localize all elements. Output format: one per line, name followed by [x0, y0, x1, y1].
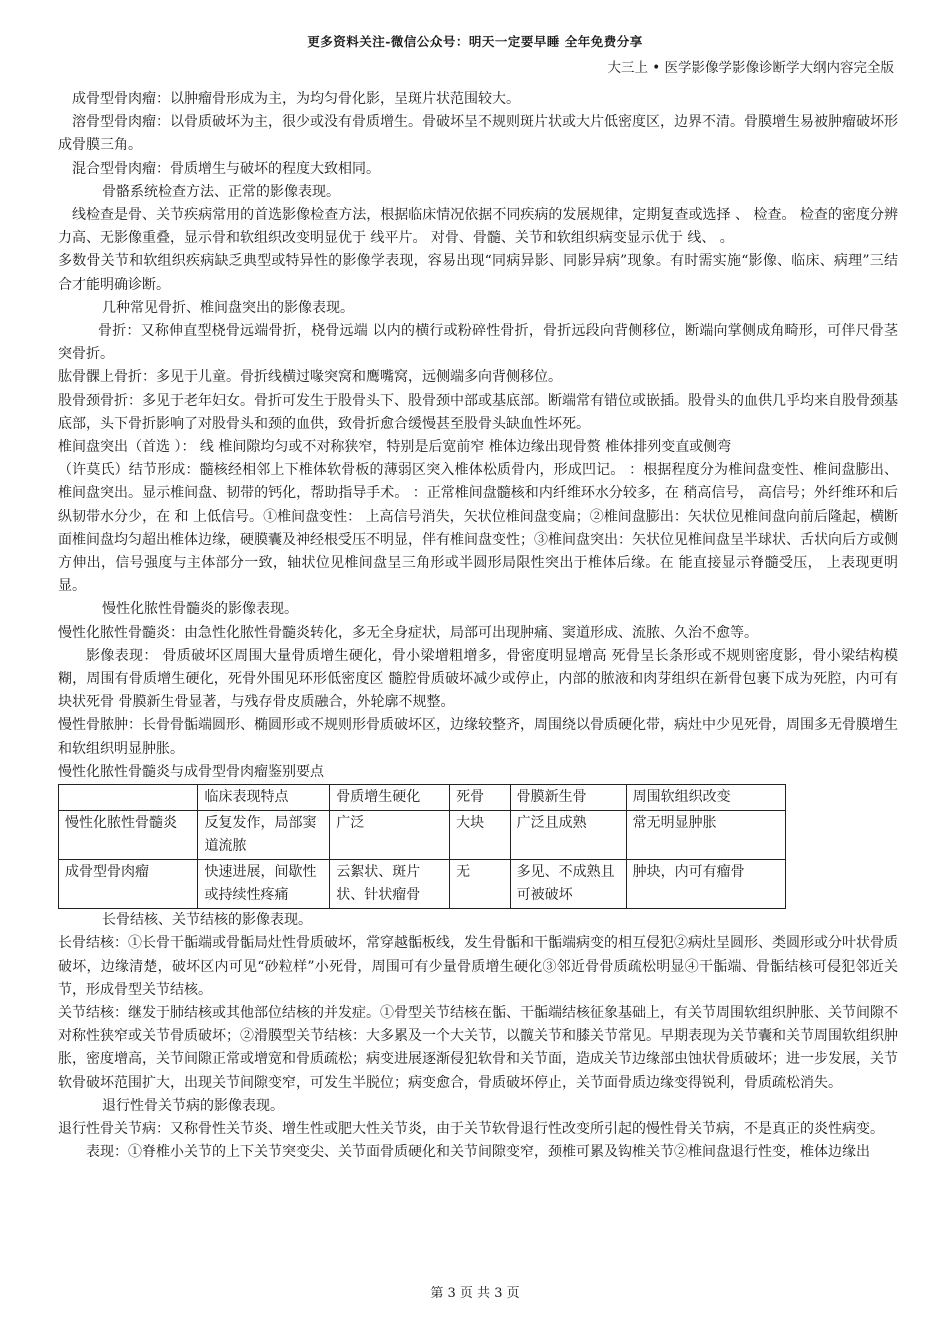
paragraph: 慢性化脓性骨髓炎：由急性化脓性骨髓炎转化，多无全身症状，局部可出现肿痛、窦道形成、流脓、久治不愈等。 [58, 624, 758, 641]
paragraph: 表现：①脊椎小关节的上下关节突变尖、关节面骨质硬化和关节间隙变窄，颈椎可累及钩椎关节②椎间盘退行性变，椎体边缘出 [86, 1144, 870, 1161]
table-header-cell [59, 785, 198, 811]
section-heading: 几种常见骨折、椎间盘突出的影像表现。 [102, 299, 354, 316]
table-header-row [59, 785, 786, 811]
table-header-cell: 周围软组织改变 [626, 785, 785, 811]
paragraph: 肱骨髁上骨折：多见于儿童。骨折线横过喙突窝和鹰嘴窝，远侧端多向背侧移位。 [58, 369, 562, 386]
table-cell: 多见、不成熟且可被破坏 [510, 860, 626, 909]
paragraph: 退行性骨关节病：又称骨性关节炎、增生性或肥大性关节炎，由于关节软骨退行性改变所引起的慢性骨关节病，不是真正的炎性病变。 [58, 1120, 884, 1137]
paragraph: 慢性骨脓肿：长骨骨骺端圆形、椭圆形或不规则形骨质破坏区，边缘较整齐，周围绕以骨质硬化带，病灶中少见死骨，周围多无骨膜增生和软组织明显肿胀。 [58, 717, 898, 757]
paragraph: 成骨型骨肉瘤：以肿瘤骨形成为主，为均匀骨化影，呈斑片状范围较大。 [72, 91, 520, 107]
section-heading: 退行性骨关节病的影像表现。 [102, 1097, 284, 1114]
paragraph: 椎间盘突出（首选 ）： 线 椎间隙均匀或不对称狭窄，特别是后宽前窄 椎体边缘出现骨赘 椎体排列变直或侧弯 [58, 439, 732, 456]
table-cell: 广泛且成熟 [510, 811, 626, 860]
table-cell: 大块 [450, 811, 511, 860]
document-body [58, 88, 898, 1164]
page-number: 第 3 页 共 3 页 [430, 1286, 520, 1301]
table-header-cell: 骨膜新生骨 [510, 785, 626, 811]
paragraph: 溶骨型骨肉瘤：以骨质破坏为主，很少或没有骨质增生。骨破坏呈不规则斑片状或大片低密度区，边界不清。骨膜增生易被肿瘤破坏形成骨膜三角。 [58, 114, 898, 154]
paragraph: 股骨颈骨折：多见于老年妇女。骨折可发生于股骨头下、股骨颈中部或基底部。断端常有错位或嵌插。股骨头的血供几乎均来自股骨颈基底部，头下骨折影响了对股骨头和颈的血供，致骨折愈合缓慢甚至股骨头缺血性坏死。 [58, 392, 898, 432]
table-cell: 广泛 [330, 811, 450, 860]
table-cell: 成骨型骨肉瘤 [59, 860, 198, 909]
paragraph: 影像表现： 骨质破坏区周围大量骨质增生硬化，骨小梁增粗增多，骨密度明显增高 死骨呈长条形或不规则密度影，骨小梁结构模糊，周围有骨质增生硬化，死骨外围见环形低密度区 髓腔骨质破坏减少或停止，内部的脓液和肉芽组织在新骨包裹下成为死腔，内可有块状死骨 骨膜新生骨显著，与残存骨皮质融合，外轮廓不规整。 [58, 647, 898, 711]
promo-banner: 更多资料关注-微信公众号：明天一定要早睡 全年免费分享 [307, 34, 643, 49]
table-cell: 常无明显肿胀 [626, 811, 785, 860]
paragraph: 骨折：又称伸直型桡骨远端骨折，桡骨远端 以内的横行或粉碎性骨折，骨折远段向背侧移位，断端向掌侧成角畸形，可伴尺骨茎突骨折。 [58, 323, 898, 363]
section-heading: 慢性化脓性骨髓炎的影像表现。 [102, 601, 298, 618]
paragraph: 关节结核：继发于肺结核或其他部位结核的并发症。①骨型关节结核在骺、干骺端结核征象基础上，有关节周围软组织肿胀、关节间隙不对称性狭窄或关节骨质破坏；②滑膜型关节结核：大多累及一个大关节，以髋关节和膝关节常见。早期表现为关节囊和关节周围软组织肿胀，密度增高，关节间隙正常或增宽和骨质疏松；病变进展逐渐侵犯软骨和关节面，造成关节边缘部虫蚀状骨质破坏；进一步发展，关节软骨破坏范围扩大，出现关节间隙变窄，可发生半脱位；病变愈合，骨质破坏停止，关节面骨质边缘变得锐利，骨质疏松消失。 [58, 1004, 898, 1091]
table-header-cell: 死骨 [450, 785, 511, 811]
table-cell: 反复发作，局部窦道流脓 [198, 811, 330, 860]
table-cell: 肿块，内可有瘤骨 [626, 860, 785, 909]
table-header-cell: 骨质增生硬化 [330, 785, 450, 811]
table-cell: 快速进展，间歇性或持续性疼痛 [198, 860, 330, 909]
table-cell: 云絮状、斑片状、针状瘤骨 [330, 860, 450, 909]
paragraph: 多数骨关节和软组织疾病缺乏典型或特异性的影像学表现，容易出现“同病异影、同影异病”现象。有时需实施“影像、临床、病理”三结合才能明确诊断。 [58, 253, 898, 293]
table-cell: 无 [450, 860, 511, 909]
table-cell: 慢性化脓性骨髓炎 [59, 811, 198, 860]
document-title: 大三上 • 医学影像学影像诊断学大纲内容完全版 [607, 60, 894, 76]
paragraph: （许莫氏）结节形成：髓核经相邻上下椎体软骨板的薄弱区突入椎体松质骨内，形成凹记。 ：根据程度分为椎间盘变性、椎间盘膨出、椎间盘突出。显示椎间盘、韧带的钙化，帮助指导手术。 ：正常椎间盘髓核和内纤维环水分较多，在 稍高信号， 高信号；外纤维环和后纵韧带水分少，在 和 上低信号。①椎间盘变性： 上高信号消失，矢状位椎间盘变扁；②椎间盘膨出：矢状位见椎间盘向前后隆起，横断面椎间盘均匀超出椎体边缘，硬膜囊及神经根受压不明显，伴有椎间盘变性；③椎间盘突出：矢状位见椎间盘呈半球状、舌状向后方或侧方伸出，信号强度与主体部分一致，轴状位见椎间盘呈三角形或半圆形局限性突出于椎体后缘。在 能直接显示脊髓受压， 上表现更明显。 [58, 462, 898, 595]
table-header-cell: 临床表现特点 [198, 785, 330, 811]
section-heading: 骨骼系统检查方法、正常的影像表现。 [102, 183, 340, 200]
paragraph: 混合型骨肉瘤：骨质增生与破坏的程度大致相同。 [72, 160, 380, 177]
table-caption: 慢性化脓性骨髓炎与成骨型骨肉瘤鉴别要点 [58, 763, 324, 780]
paragraph: 线检查是骨、关节疾病常用的首选影像检查方法，根据临床情况依据不同疾病的发展规律，定期复查或选择 、 检查。 检查的密度分辨力高、无影像重叠，显示骨和软组织改变明显优于 线平片。 对骨、骨髓、关节和软组织病变显示优于 线、 。 [58, 207, 898, 247]
section-heading: 长骨结核、关节结核的影像表现。 [102, 912, 312, 929]
table-row [59, 860, 786, 909]
table-row [59, 811, 786, 860]
comparison-table [58, 784, 786, 909]
paragraph: 长骨结核：①长骨干骺端或骨骺局灶性骨质破坏，常穿越骺板线，发生骨骺和干骺端病变的相互侵犯②病灶呈圆形、类圆形或分叶状骨质破坏，边缘清楚，破坏区内可见“砂粒样”小死骨，周围可有少量骨质增生硬化③邻近骨骨质疏松明显④干骺端、骨骺结核可侵犯邻近关节，形成骨型关节结核。 [58, 935, 898, 998]
